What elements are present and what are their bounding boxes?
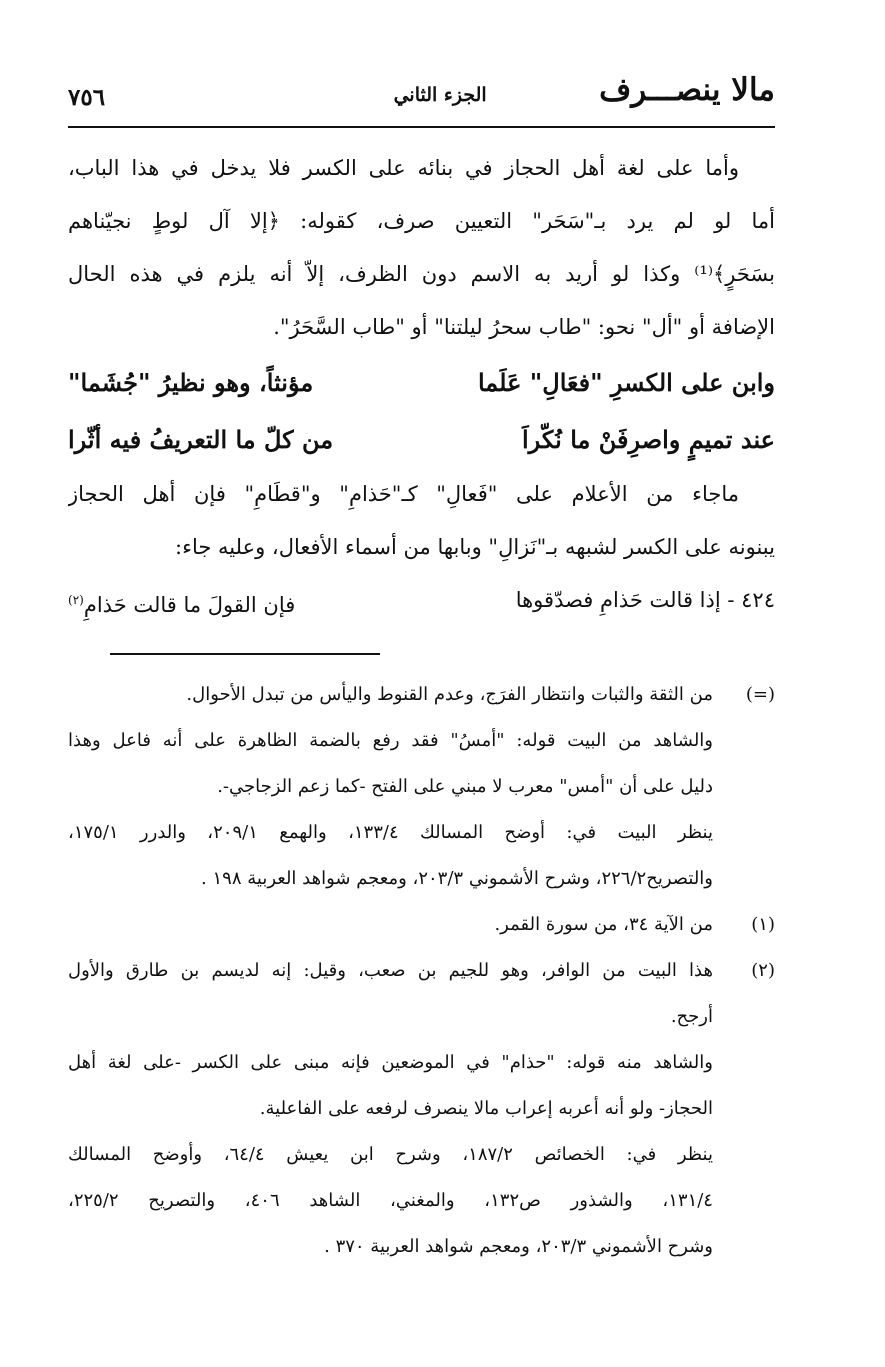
text-line: وأما على لغة أهل الحجاز في بنائه على الكسر فلا يدخل في هذا الباب، [68,156,739,180]
footnote-line: من الآية ٣٤، من سورة القمر. [494,914,713,935]
footnote-line: ينظر في: الخصائص ١٨٧/٢، وشرح ابن يعيش ٦٤/٤، وأوضح المسالك [68,1144,713,1165]
footnote-line: ١٣١/٤، والشذور ص١٣٢، والمغني، الشاهد ٤٠٦، والتصريح ٢٢٥/٢، [68,1190,713,1211]
verse-first-hemistich: عند تميمٍ واصرِفَنْ ما نُكّراَ [522,425,775,454]
page-number: ٧٥٦ [68,84,106,111]
footnote-line: أرجح. [670,1006,713,1027]
footnote-mark: (=) [745,684,775,705]
footnote-line: دليل على أن "أمس" معرب لا مبني على الفتح -كما زعم الزجاجي-. [217,776,713,797]
footnote-mark: (٢) [751,960,775,981]
alfiyya-verse [68,354,775,411]
footnote [68,672,775,902]
footnote-line: والشاهد منه قوله: "حذام" في الموضعين فإنه مبنى على الكسر -على لغة أهل [68,1052,713,1073]
verse-second-hemistich: من كلّ ما التعريفُ فيه أثّرا [68,425,334,454]
main-text [68,142,775,627]
verse-first-hemistich: وابن على الكسرِ "فعَالِ" عَلَما [477,368,775,397]
part-label: الجزء الثاني [393,84,487,106]
text-line: يبنونه على الكسر لشبهه بـ"نَزالِ" وبابها من أسماء الأفعال، وعليه جاء: [175,535,775,559]
alfiyya-verse [68,411,775,468]
poetic-witness: ٤٢٤ - إذا قالت حَذامِ فصدّقوها فإن القولَ ما قالت حَذامِ$^{(٢)}$ [68,588,775,617]
footnotes [68,672,775,1270]
header-rule [68,126,775,128]
verse-second-hemistich: مؤنثاً، وهو نظيرُ "جُشَما" [68,368,314,397]
footnote-line: هذا البيت من الوافر، وهو للجيم بن صعب، وقيل: إنه لديسم بن طارق والأول [68,960,713,981]
footnote-line: الحجاز- ولو أنه أعربه إعراب مالا ينصرف لرفعه على الفاعلية. [259,1098,713,1119]
footnote [68,902,775,948]
footnote-line: والتصريح٢٢٦/٢، وشرح الأشموني ٢٠٣/٣، ومعجم شواهد العربية ١٩٨ . [201,868,713,889]
text-line: أما لو لم يرد بـ"سَحَر" التعيين صرف، كقوله: ﴿إلا آل لوطٍ نجيّناهم [68,209,775,233]
footnote-line: من الثقة والثبات وانتظار الفرَج، وعدم القنوط واليأس من تبدل الأحوال. [186,684,713,705]
section-title: مالا ينصـــرف [599,72,775,108]
witness-first-hemistich: إذا قالت حَذامِ فصدّقوها [515,588,721,612]
footnote-ref: (٢) [68,593,84,607]
witness-second-hemistich: فإن القولَ ما قالت حَذامِ [83,593,296,617]
footnote-mark: (١) [751,914,775,935]
footnote-rule [110,653,380,655]
footnote-line: وشرح الأشموني ٢٠٣/٣، ومعجم شواهد العربية ٣٧٠ . [324,1236,713,1257]
footnote-line: ينظر البيت في: أوضح المسالك ١٣٣/٤، والهمع ٢٠٩/١، والدرر ١٧٥/١، [68,822,713,843]
witness-number: ٤٢٤ [741,588,775,612]
footnote [68,948,775,1270]
running-header [68,70,775,120]
text-line: بسَحَرٍ﴾⁽¹⁾ وكذا لو أريد به الاسم دون الظرف، إلاّ أنه يلزم في هذه الحال [68,262,775,286]
text-line: الإضافة أو "أل" نحو: "طاب سحرُ ليلتنا" أو "طاب السَّحَرُ". [273,315,775,339]
text-line: ماجاء من الأعلام على "فَعالِ" كـ"حَذامِ" و"قطَامِ" فإن أهل الحجاز [68,482,739,506]
footnote-line: والشاهد من البيت قوله: "أمسُ" فقد رفع بالضمة الظاهرة على أنه فاعل وهذا [68,730,713,751]
